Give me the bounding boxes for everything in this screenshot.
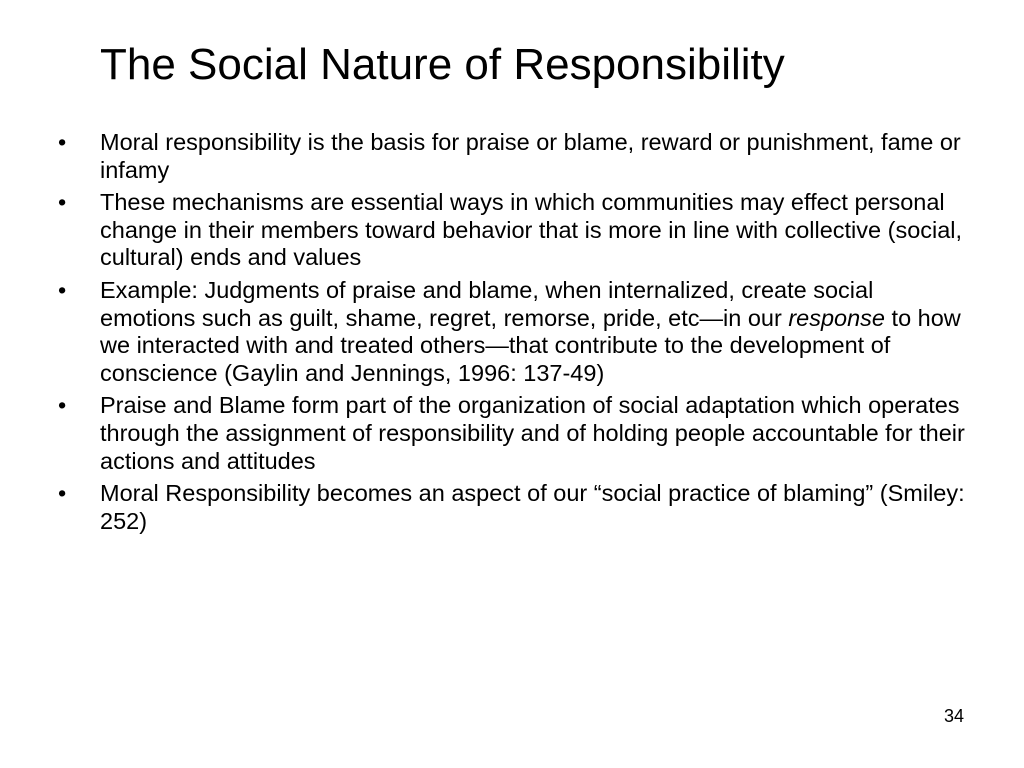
bullet-marker: • xyxy=(58,480,67,507)
bullet-item xyxy=(58,392,968,475)
bullet-marker: • xyxy=(58,189,67,216)
bullet-text-emphasis: response xyxy=(788,304,886,331)
bullet-text: These mechanisms are essential ways in which communities may effect personal change in their members toward behavior that is more in line with collective (social, cultural) ends and values xyxy=(100,189,963,271)
bullet-text: Moral responsibility is the basis for praise or blame, reward or punishment, fame or infamy xyxy=(100,129,961,183)
bullet-text: Praise and Blame form part of the organization of social adaptation which operates through the assignment of responsibility and of holding people accountable for their actions and attitudes xyxy=(100,392,965,474)
bullet-marker: • xyxy=(58,129,67,155)
bullet-item xyxy=(58,129,968,184)
bullet-item xyxy=(58,189,968,272)
bullet-text: Moral Responsibility becomes an aspect of our “social practice of blaming” (Smiley: 252) xyxy=(100,480,965,534)
bullet-item xyxy=(58,277,968,387)
bullet-marker: • xyxy=(58,392,67,419)
bullet-text-before: Example: Judgments of praise and blame, when internalized, create social emotions such as guilt, shame, regret, remorse, pride, etc—in our xyxy=(100,276,874,331)
bullet-marker: • xyxy=(58,276,67,303)
bullet-item xyxy=(58,480,968,535)
bullet-text-after: to how we interacted with and treated others—that contribute to the development of conscience (Gaylin and Jennings, 1996: 137-49) xyxy=(100,304,961,386)
slide-number: 34 xyxy=(943,706,964,726)
bullet-text xyxy=(100,277,961,386)
bullet-list xyxy=(58,129,968,540)
slide-title: The Social Nature of Responsibility xyxy=(100,40,785,89)
